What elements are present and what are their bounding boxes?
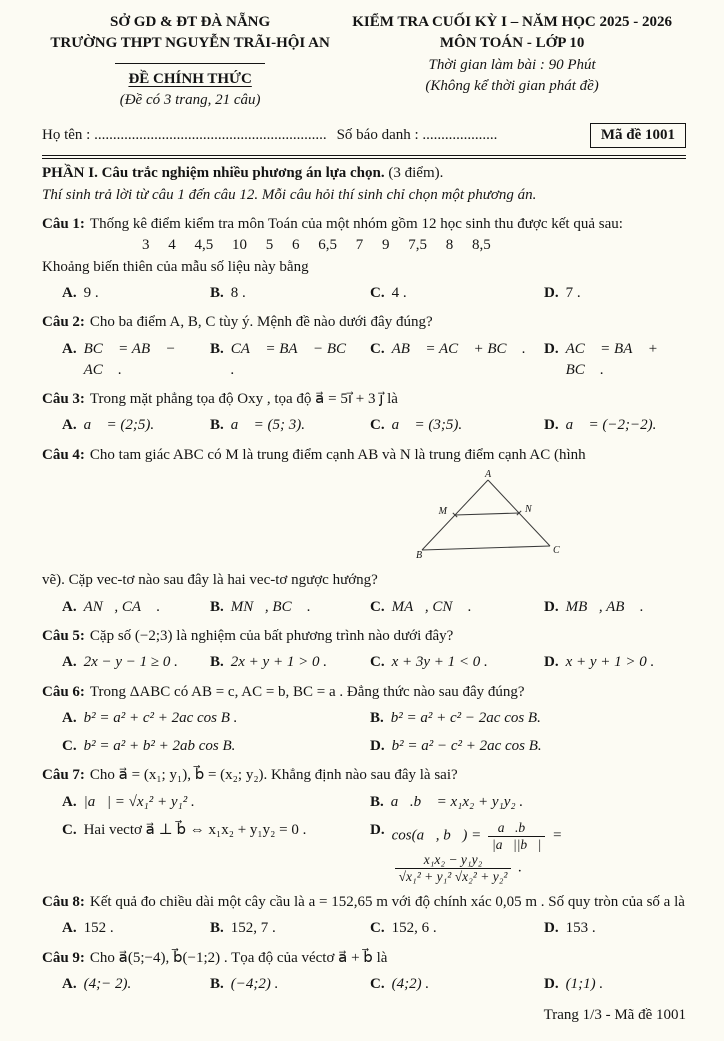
question-8-body: Kết quả đo chiều dài một cây cầu là a = 152,65 m với độ chính xác 0,05 m . Số quy tròn của số a là — [89, 894, 685, 911]
option-letter: C. — [62, 822, 77, 839]
midsegment-mn — [455, 513, 519, 515]
fraction-1 — [488, 820, 545, 852]
option-text: 153 . — [565, 920, 596, 937]
question-8-text — [42, 892, 686, 913]
option-text: CA⃗ = BA⃗ − BC⃗ . — [230, 340, 358, 378]
question-6-option-a — [62, 708, 362, 729]
question-3-label: Câu 3: — [42, 391, 85, 408]
question-7-option-c — [62, 820, 362, 884]
question-3-options — [62, 415, 686, 436]
question-1-text — [42, 214, 686, 235]
option-letter: B. — [370, 793, 384, 810]
question-1-option-d — [544, 283, 686, 304]
option-text: x + 3y + 1 < 0 . — [391, 654, 488, 671]
duration-note: Thời gian làm bài : 90 Phút — [428, 56, 596, 73]
option-letter: B. — [210, 598, 224, 615]
question-5-text — [42, 626, 686, 647]
question-5 — [42, 626, 686, 674]
question-8-option-d — [544, 918, 686, 939]
option-letter: A. — [62, 793, 77, 810]
question-9-option-c — [370, 974, 536, 995]
option-letter: A. — [62, 417, 77, 434]
exam-code-box: Mã đề 1001 — [590, 123, 686, 148]
fraction-1-numerator: a⃗.b⃗ — [488, 820, 545, 837]
exam-title: KIỂM TRA CUỐI KỲ I – NĂM HỌC 2025 - 2026 — [352, 14, 672, 30]
question-6-body: Trong ΔABC có AB = c, AC = b, BC = a . Đẳng thức nào sau đây đúng? — [89, 683, 525, 700]
part1-instruction: Thí sinh trả lời từ câu 1 đến câu 12. Mỗi câu hỏi thí sinh chỉ chọn một phương án. — [42, 186, 537, 203]
question-5-option-b — [210, 652, 362, 673]
option-text: b² = a² + c² + 2ac cos B . — [83, 709, 238, 726]
option-letter: A. — [62, 284, 77, 301]
option-text: AB⃗ = AC⃗ + BC⃗ . — [391, 340, 526, 357]
option-letter: A. — [62, 975, 77, 992]
option-letter: D. — [370, 738, 385, 755]
formula-tail: . — [518, 859, 522, 876]
option-text: Hai vectơ a⃗ ⊥ b⃗ ⇔ x₁x₂ + y₁y₂ = 0 . — [83, 822, 307, 839]
question-4-option-a — [62, 597, 202, 618]
question-4-body: Cho tam giác ABC có M là trung điểm cạnh AB và N là trung điểm cạnh AC (hình — [89, 446, 586, 463]
question-3-text — [42, 389, 686, 410]
question-8-option-a — [62, 918, 202, 939]
question-2-options — [62, 339, 686, 382]
question-1-continuation: Khoảng biến thiên của mẫu số liệu này bằng — [42, 258, 309, 275]
option-text: 7 . — [565, 284, 581, 301]
question-2-label: Câu 2: — [42, 314, 85, 331]
fraction-2-numerator: x₁x₂ − y₁y₂ — [395, 852, 512, 869]
option-letter: C. — [370, 975, 385, 992]
option-letter: D. — [544, 598, 559, 615]
formula-equals: = — [552, 827, 563, 844]
question-4-figure-wrap — [410, 468, 686, 570]
page-footer: Trang 1/3 - Mã đề 1001 — [543, 1007, 686, 1024]
question-6-option-c — [62, 736, 362, 757]
option-text: (−4;2) . — [230, 975, 279, 992]
section-divider — [42, 155, 686, 159]
question-5-option-c — [370, 652, 536, 673]
question-1-option-c — [370, 283, 536, 304]
option-text: a⃗ = (2;5). — [83, 417, 155, 434]
question-6-label: Câu 6: — [42, 683, 85, 700]
question-6 — [42, 682, 686, 758]
question-5-label: Câu 5: — [42, 627, 85, 644]
option-text: 4 . — [391, 284, 407, 301]
question-2-option-b — [210, 339, 362, 382]
question-9-option-d — [544, 974, 686, 995]
option-letter: D. — [370, 822, 385, 839]
option-letter: D. — [544, 284, 559, 301]
name-field-label: Họ tên : .............................................................. — [42, 127, 327, 144]
school-name: TRƯỜNG THPT NGUYỄN TRÃI-HỘI AN — [50, 35, 330, 52]
option-letter: D. — [544, 417, 559, 434]
option-letter: D. — [544, 654, 559, 671]
option-letter: D. — [544, 340, 559, 357]
option-text: (4;2) . — [391, 975, 430, 992]
formula-lead: cos(a⃗, b⃗) = — [391, 827, 482, 844]
option-letter: A. — [62, 598, 77, 615]
option-text: (1;1) . — [565, 975, 604, 992]
option-letter: D. — [544, 920, 559, 937]
option-letter: B. — [370, 709, 384, 726]
option-letter: B. — [210, 975, 224, 992]
vertex-label-c: C — [553, 545, 560, 557]
option-text: b² = a² + c² − 2ac cos B. — [390, 709, 541, 726]
option-text: 8 . — [230, 284, 246, 301]
question-1-option-a — [62, 283, 202, 304]
option-text: a⃗ = (3;5). — [391, 417, 463, 434]
question-6-text — [42, 682, 686, 703]
triangle-figure — [410, 468, 560, 563]
option-text: 152, 7 . — [230, 920, 276, 937]
option-letter: A. — [62, 920, 77, 937]
question-4-options — [62, 597, 686, 618]
option-letter: B. — [210, 340, 224, 357]
option-text: x + y + 1 > 0 . — [565, 654, 655, 671]
question-6-option-b — [370, 708, 686, 729]
option-letter: D. — [544, 975, 559, 992]
option-letter: C. — [62, 738, 77, 755]
option-text: 2x − y − 1 ≥ 0 . — [83, 654, 178, 671]
question-2-text — [42, 312, 686, 333]
question-8-options — [62, 918, 686, 939]
candidate-number-label: Số báo danh : .................... — [336, 127, 498, 144]
question-2-option-c — [370, 339, 536, 382]
option-text: AN⃗, CA⃗ . — [83, 598, 161, 615]
option-letter: B. — [210, 284, 224, 301]
question-4-option-c — [370, 597, 536, 618]
question-7-text — [42, 765, 686, 786]
question-9-body: Cho a⃗(5;−4), b⃗(−1;2) . Tọa độ của véctơ a⃗ + b⃗ là — [89, 949, 388, 966]
question-5-body: Cặp số (−2;3) là nghiệm của bất phương trình nào dưới đây? — [89, 627, 454, 644]
question-5-option-a — [62, 652, 202, 673]
question-4-text — [42, 445, 686, 466]
question-1-data-values: 3 4 4,5 10 5 6 6,5 7 9 7,5 8 8,5 — [142, 237, 491, 254]
option-letter: A. — [62, 709, 77, 726]
question-8 — [42, 892, 686, 940]
fraction-1-denominator: |a⃗||b⃗| — [492, 836, 542, 852]
subject-title: MÔN TOÁN - LỚP 10 — [439, 35, 585, 52]
department-name: SỞ GD & ĐT ĐÀ NẴNG — [110, 14, 271, 30]
question-8-label: Câu 8: — [42, 894, 85, 911]
question-7-option-b — [370, 792, 686, 813]
question-6-option-d — [370, 736, 686, 757]
vertex-label-b: B — [416, 550, 423, 562]
option-letter: C. — [370, 920, 385, 937]
option-letter: C. — [370, 654, 385, 671]
fraction-2-denominator: √x₁² + y₁² √x₂² + y₂² — [398, 868, 508, 884]
question-9-option-a — [62, 974, 202, 995]
question-7-option-d — [370, 820, 686, 884]
question-2 — [42, 312, 686, 381]
option-text: MA⃗, CN⃗ . — [391, 598, 472, 615]
option-letter: C. — [370, 284, 385, 301]
question-3-option-d — [544, 415, 686, 436]
option-letter: B. — [210, 417, 224, 434]
option-text — [392, 820, 686, 884]
option-letter: A. — [62, 654, 77, 671]
option-letter: C. — [370, 340, 385, 357]
part1-title: PHẦN I. Câu trắc nghiệm nhiều phương án lựa chọn. — [42, 165, 385, 182]
page-count-note: (Đề có 3 trang, 21 câu) — [119, 91, 261, 108]
question-9 — [42, 948, 686, 996]
option-text: MB⃗, AB⃗ . — [565, 598, 644, 615]
option-text: (4;− 2). — [83, 975, 132, 992]
question-1 — [42, 214, 686, 304]
option-letter: B. — [210, 920, 224, 937]
question-1-label: Câu 1: — [42, 216, 85, 233]
official-exam-label: ĐỀ CHÍNH THỨC — [128, 70, 252, 87]
question-4-option-d — [544, 597, 686, 618]
question-9-option-b — [210, 974, 362, 995]
question-1-options — [62, 283, 686, 304]
question-7-options — [62, 792, 686, 884]
question-5-options — [62, 652, 686, 673]
part1-points: (3 điểm). — [388, 165, 444, 182]
header-separator-line — [115, 63, 265, 64]
question-3-option-a — [62, 415, 202, 436]
question-4 — [42, 445, 686, 618]
question-4-option-b — [210, 597, 362, 618]
question-9-options — [62, 974, 686, 995]
option-letter: B. — [210, 654, 224, 671]
option-letter: C. — [370, 598, 385, 615]
option-text: AC⃗ = BA⃗ + BC⃗ . — [565, 340, 658, 378]
question-9-text — [42, 948, 686, 969]
question-3 — [42, 389, 686, 437]
exam-header — [42, 12, 686, 111]
option-text: a⃗ = (5; 3). — [230, 417, 306, 434]
question-3-body: Trong mặt phẳng tọa độ Oxy , tọa độ a⃗ = 5i⃗ + 3 j⃗ là — [89, 391, 398, 408]
question-7-option-a — [62, 792, 362, 813]
question-2-body: Cho ba điểm A, B, C tùy ý. Mệnh đề nào dưới đây đúng? — [89, 314, 433, 331]
option-text: |a⃗| = √x₁² + y₁² . — [83, 793, 195, 810]
question-1-option-b — [210, 283, 362, 304]
question-6-options — [62, 708, 686, 758]
header-right — [338, 12, 686, 111]
option-text: b² = a² + b² + 2ab cos B. — [83, 738, 236, 755]
option-text: b² = a² − c² + 2ac cos B. — [391, 738, 542, 755]
option-text: BC⃗ = AB⃗ − AC⃗ . — [83, 340, 176, 378]
question-9-label: Câu 9: — [42, 949, 85, 966]
triangle-side-bc — [422, 546, 550, 550]
question-2-option-d — [544, 339, 686, 382]
option-text: 2x + y + 1 > 0 . — [230, 654, 327, 671]
question-3-option-c — [370, 415, 536, 436]
question-5-option-d — [544, 652, 686, 673]
option-text: 152, 6 . — [391, 920, 437, 937]
vertex-label-a: A — [484, 469, 492, 481]
question-2-option-a — [62, 339, 202, 382]
question-3-option-b — [210, 415, 362, 436]
question-8-option-b — [210, 918, 362, 939]
option-text: 152 . — [83, 920, 114, 937]
option-text: MN⃗, BC⃗ . — [230, 598, 311, 615]
option-text: a⃗ = (−2;−2). — [565, 417, 657, 434]
option-text: 9 . — [83, 284, 99, 301]
midpoint-label-n: N — [525, 504, 532, 516]
option-letter: C. — [370, 417, 385, 434]
question-8-option-c — [370, 918, 536, 939]
question-1-body: Thống kê điểm kiểm tra môn Toán của một nhóm gồm 12 học sinh thu được kết quả sau: — [89, 216, 623, 233]
distribution-note: (Không kể thời gian phát đề) — [425, 77, 599, 94]
question-7 — [42, 765, 686, 884]
part1-heading — [42, 163, 686, 184]
midpoint-label-m: M — [438, 506, 447, 518]
header-left — [42, 12, 338, 111]
question-4-continuation: vẽ). Cặp vec-tơ nào sau đây là hai vec-tơ ngược hướng? — [42, 572, 378, 589]
student-info-row — [42, 123, 686, 148]
question-7-body: Cho a⃗ = (x₁; y₁), b⃗ = (x₂; y₂). Khẳng định nào sau đây là sai? — [89, 767, 458, 784]
option-letter: A. — [62, 340, 77, 357]
option-text: a⃗.b⃗ = x₁x₂ + y₁y₂ . — [390, 793, 524, 810]
question-7-label: Câu 7: — [42, 767, 85, 784]
fraction-2 — [395, 852, 512, 884]
question-4-label: Câu 4: — [42, 446, 85, 463]
